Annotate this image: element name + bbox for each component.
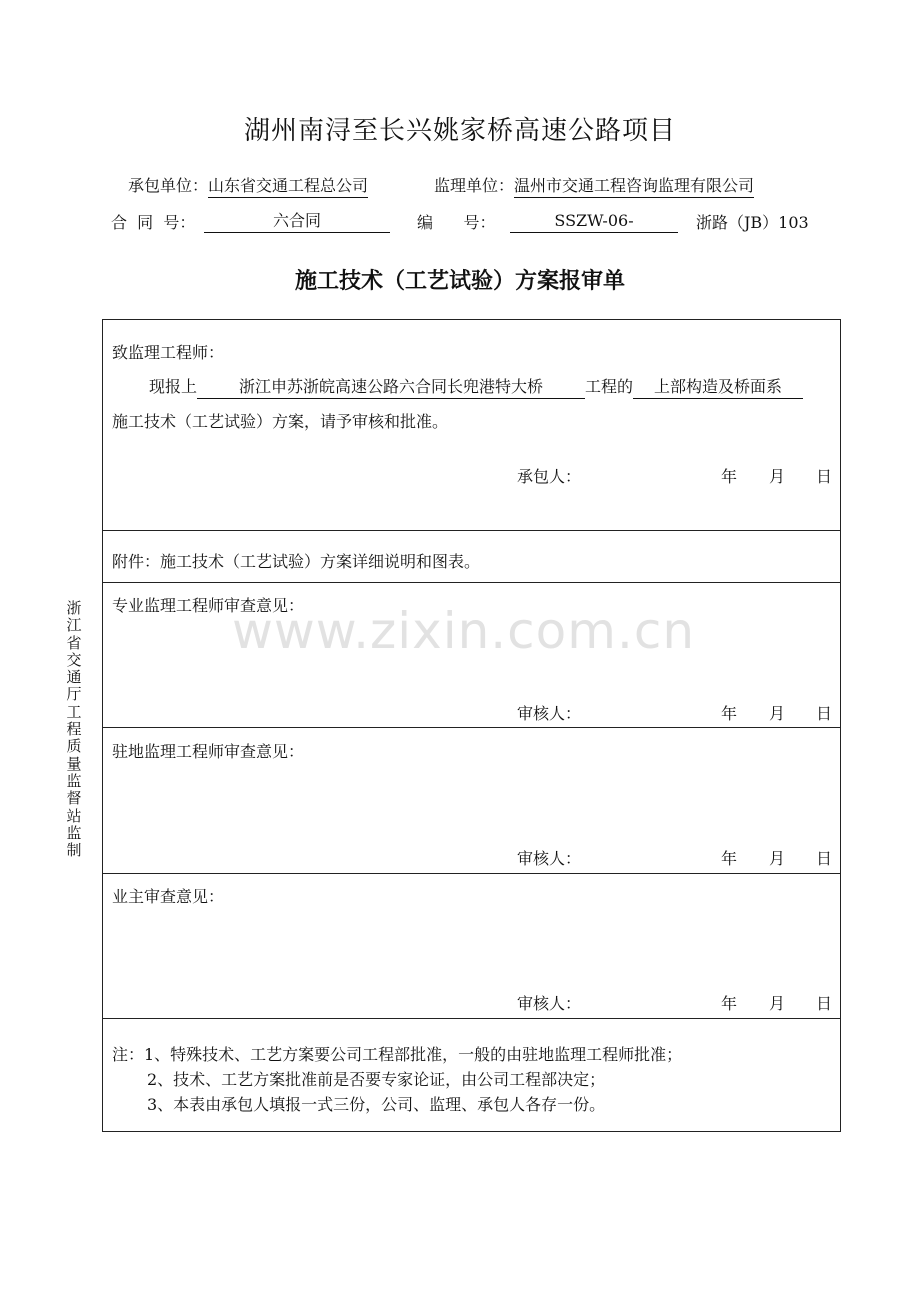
specialist-signer-label: 审核人： bbox=[517, 704, 582, 723]
date-day-2: 日 bbox=[816, 704, 833, 723]
date-year-4: 年 bbox=[721, 994, 738, 1013]
form-code: 浙路（JB）103 bbox=[696, 213, 809, 232]
contractor-label: 承包单位： bbox=[128, 176, 209, 195]
supervisor-label: 监理单位： bbox=[434, 176, 515, 195]
divider bbox=[103, 873, 840, 874]
watermark: www.zixin.com.cn bbox=[232, 602, 696, 660]
supervisor-value: 温州市交通工程咨询监理有限公司 bbox=[514, 175, 754, 198]
project-title: 湖州南浔至长兴姚家桥高速公路项目 bbox=[243, 116, 676, 146]
contractor-value: 山东省交通工程总公司 bbox=[208, 175, 368, 198]
date-month-2: 月 bbox=[769, 704, 786, 723]
addressee-label: 致监理工程师： bbox=[112, 343, 225, 362]
date-day-4: 日 bbox=[816, 994, 833, 1013]
note-2: 2、技术、工艺方案批准前是否要专家论证，由公司工程部决定； bbox=[147, 1070, 606, 1089]
note-1: 注：1、特殊技术、工艺方案要公司工程部批准，一般的由驻地监理工程师批准； bbox=[112, 1045, 683, 1064]
submission-line-2: 施工技术（工艺试验）方案，请予审核和批准。 bbox=[112, 412, 449, 431]
resident-review-label: 驻地监理工程师审查意见： bbox=[112, 742, 305, 761]
date-day-3: 日 bbox=[816, 849, 833, 868]
divider bbox=[103, 582, 840, 583]
divider bbox=[103, 1018, 840, 1019]
supervisor-row bbox=[434, 173, 754, 198]
contractor-signer-label: 承包人： bbox=[517, 467, 582, 486]
work-item-field: 上部构造及桥面系 bbox=[633, 376, 803, 399]
contract-no-label: 合 同 号： bbox=[111, 213, 196, 232]
form-title: 施工技术（工艺试验）方案报审单 bbox=[294, 269, 625, 294]
date-day-1: 日 bbox=[816, 467, 833, 486]
contract-no-value: 六合同 bbox=[204, 210, 390, 233]
submission-middle: 工程的 bbox=[585, 377, 634, 396]
submission-prefix: 现报上 bbox=[149, 377, 198, 396]
submission-line-1 bbox=[149, 374, 803, 399]
owner-signer-label: 审核人： bbox=[517, 994, 582, 1013]
side-imprint-text: 浙江省交通厅工程质量监督站监制 bbox=[66, 599, 82, 860]
specialist-review-label: 专业监理工程师审查意见： bbox=[112, 596, 305, 615]
contractor-row bbox=[128, 173, 368, 198]
date-year-3: 年 bbox=[721, 849, 738, 868]
date-year-2: 年 bbox=[721, 704, 738, 723]
attachment-note: 附件：施工技术（工艺试验）方案详细说明和图表。 bbox=[112, 552, 481, 571]
note-3: 3、本表由承包人填报一式三份，公司、监理、承包人各存一份。 bbox=[147, 1095, 606, 1114]
date-month-1: 月 bbox=[769, 467, 786, 486]
date-month-3: 月 bbox=[769, 849, 786, 868]
project-name-field: 浙江申苏浙皖高速公路六合同长兜港特大桥 bbox=[197, 376, 585, 399]
serial-value: SSZW-06- bbox=[510, 210, 678, 233]
divider bbox=[103, 530, 840, 531]
serial-label: 编 号： bbox=[417, 213, 496, 232]
resident-signer-label: 审核人： bbox=[517, 849, 582, 868]
date-month-4: 月 bbox=[769, 994, 786, 1013]
divider bbox=[103, 727, 840, 728]
owner-review-label: 业主审查意见： bbox=[112, 887, 225, 906]
approval-form-table bbox=[102, 319, 841, 1132]
date-year-1: 年 bbox=[721, 467, 738, 486]
